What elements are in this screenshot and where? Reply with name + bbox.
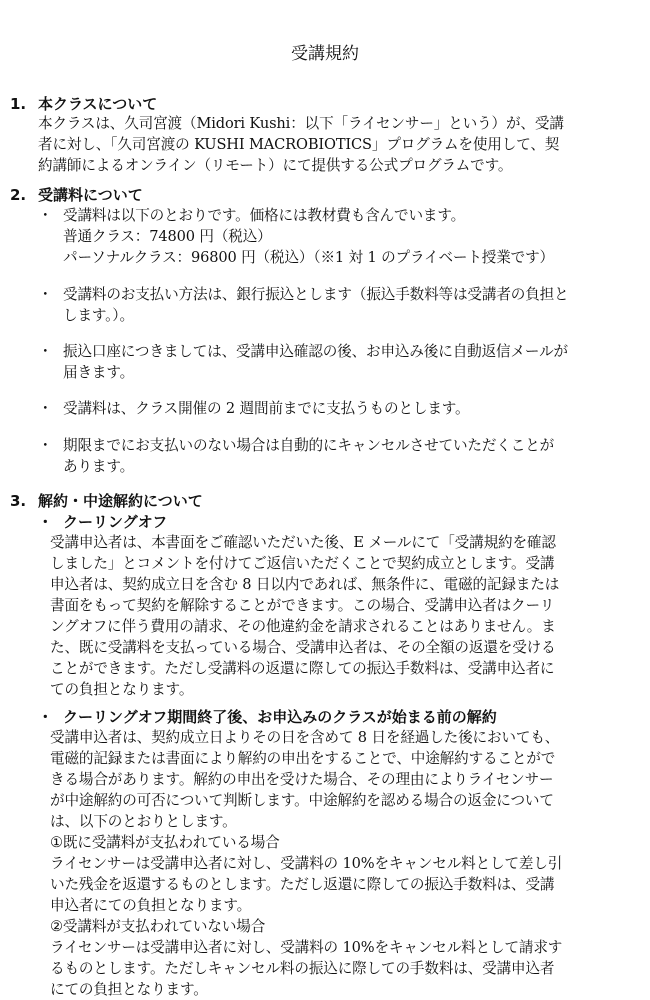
mid-term-cancel-heading: クーリングオフ期間終了後、お申込みのクラスが始まる前の解約 (63, 708, 497, 726)
fee-regular-class: 普通クラス：74800 円（税込） (63, 228, 272, 245)
cooling-off-heading: クーリングオフ (63, 513, 168, 531)
bullet-marker: ・ (38, 514, 53, 531)
section-3-number: 3. (10, 492, 27, 510)
bullet-marker: ・ (38, 207, 53, 224)
bullet-marker: ・ (38, 709, 53, 726)
bullet-marker: ・ (38, 437, 53, 454)
mid-term-cancel-text: 受講申込者は、契約成立日よりその日を含めて 8 日を経過した後においても、 電磁的記録または書面により解約の申出をすることで、中途解約することがで きる場合があります。解約の申出を受けた場合、その理由によりライセンサー が中途解約の可否について判断します。中途解約を認める場合の返金について は、以下のとおりとします。 ①既に受講料が支払われている場合 ライセンサーは受講申込者に対し、受講料の 10%をキャンセル料として差し引 いた残金を返還するものとします。ただし返還に際しての振込手数料は、受講 申込者にての負担となります。 ②受講料が支払われていない場合 ライセンサーは受講申込者に対し、受講料の 10%をキャンセル料として請求す るものとします。ただしキャンセル料の振込に際しての手数料は、受講申込者 にての負担となります。 (50, 729, 563, 998)
fee-personal-class: パーソナルクラス：96800 円（税込）（※1 対 1 のプライベート授業です） (63, 249, 554, 266)
bullet-marker: ・ (38, 343, 53, 360)
page-title: 受講規約 (291, 44, 359, 64)
bullet-marker: ・ (38, 286, 53, 303)
section-2-number: 2. (10, 186, 27, 204)
section-3-heading: 解約・中途解約について (38, 492, 203, 510)
payment-deadline: 受講料は、クラス開催の 2 週間前までに支払うものとします。 (63, 400, 470, 417)
cooling-off-text: 受講申込者は、本書面をご確認いただいた後、E メールにて「受講規約を確認 しました」とコメントを付けてご返信いただくことで契約成立とします。受講 申込者は、契約成立日を含む 8 日以内であれば、無条件に、電磁的記録または 書面をもって契約を解除することができます。この場合、受講申込者はクーリ ングオフに伴う費用の請求、その他違約金を請求されることはありません。ま た、既に受講料を支払っている場合、受講申込者は、その全額の返還を受ける ことができます。ただし受講料の返還に際しての振込手数料は、受講申込者に ての負担となります。 (50, 534, 560, 698)
payment-method: 受講料のお支払い方法は、銀行振込とします（振込手数料等は受講者の負担と します。）。 (63, 286, 569, 324)
section-1-text: 本クラスは、久司宮渡（Midori Kushi：以下「ライセンサー」という）が、受講 者に対し、「久司宮渡の KUSHI MACROBIOTICS」プログラムを使用して、契 約講師によるオンライン（リモート）にて提供する公式プログラムです。 (38, 115, 564, 174)
fee-intro: 受講料は以下のとおりです。価格には教材費も含んでいます。 (63, 207, 466, 224)
section-2-heading: 受講料について (38, 186, 143, 204)
auto-cancel-notice: 期限までにお支払いのない場合は自動的にキャンセルさせていただくことが あります。 (63, 437, 555, 475)
section-1-number: 1. (10, 95, 27, 113)
bullet-marker: ・ (38, 400, 53, 417)
bank-account-info: 振込口座につきましては、受講申込確認の後、お申込み後に自動返信メールが 届きます。 (63, 343, 568, 381)
section-1-heading: 本クラスについて (38, 95, 158, 113)
